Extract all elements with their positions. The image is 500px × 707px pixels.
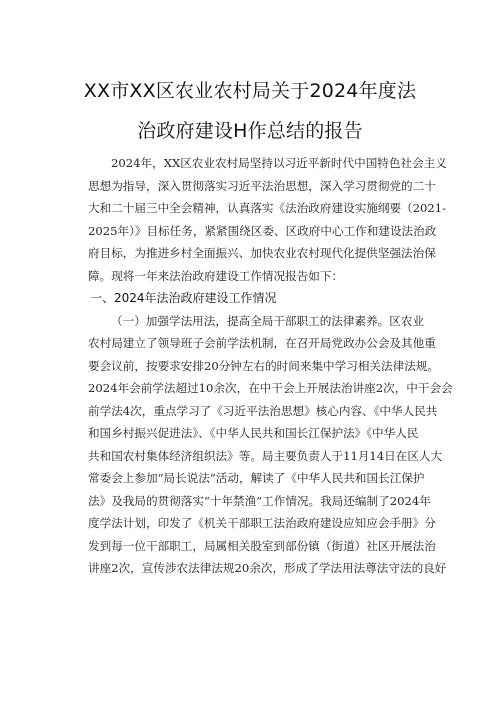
body-line-9: 要会议前，按要求安排20分钟左右的时间来集中学习相关法律法规。 <box>88 358 439 373</box>
section-heading-1: 一、2024年法治政府建设工作情况 <box>90 291 277 305</box>
body-line-5: 府目标，为推进乡村全面振兴、加快农业农村现代化提供坚强法治保 <box>88 246 436 260</box>
body-line-2: 思想为指导，深入贯彻落实习近平法治思想，深入学习贯彻党的二十 <box>88 178 436 193</box>
body-line-16: 度学法计划，印发了《机关干部职工法治政府建设应知应会手册》分 <box>88 516 436 530</box>
body-line-12: 和国乡村振兴促进法》、《中华人民共和国长江保护法》《中华人民 <box>88 426 419 440</box>
body-line-14: 常委会上参加“局长说法”活动，解读了《中华人民共和国长江保护 <box>88 471 425 485</box>
body-line-4: 2025年）》目标任务，紧紧围绕区委、区政府中心工作和建设法治政 <box>88 223 437 238</box>
document-title-line-1: XX市XX区农业农村局关于2024年度法 <box>83 80 417 102</box>
body-line-10: 2024年会前学法超过10余次，在中干会上开展法治讲座2次，中干会会 <box>88 381 453 395</box>
body-line-11: 前学法4次，重点学习了《习近平法治思想》核心内容、《中华人民共 <box>88 403 438 418</box>
body-line-17: 发到每一位干部职工，局属相关股室到部份镇（街道）社区开展法治 <box>88 538 436 553</box>
body-line-18: 讲座2次，宣传涉农法律法规20余次，形成了学法用法尊法守法的良好 <box>88 561 447 575</box>
body-line-6: 障。现将一年来法治政府建设工作情况报告如下： <box>88 268 344 283</box>
document-title-line-2: 治政府建设H作总结的报告 <box>137 120 363 142</box>
body-line-8: 农村局建立了领导班子会前学法机制，在召开局党政办公会及其他重 <box>88 336 436 350</box>
body-line-1: 2024年，XX区农业农村局坚持以习近平新时代中国特色社会主义 <box>111 156 447 170</box>
body-line-13: 共和国农村集体经济组织法》等。局主要负责人于11月14日在区人大 <box>88 448 443 463</box>
document-body <box>88 152 453 580</box>
body-line-3: 大和二十届三中全会精神，认真落实《法治政府建设实施纲要（2021- <box>88 201 447 215</box>
body-line-7: （一）加强学法用法，提高全局干部职工的法律素养。区农业 <box>111 313 425 328</box>
body-line-15: 法》及我局的贯彻落实“十年禁渔”工作情况。我局还编制了2024年 <box>88 493 431 508</box>
